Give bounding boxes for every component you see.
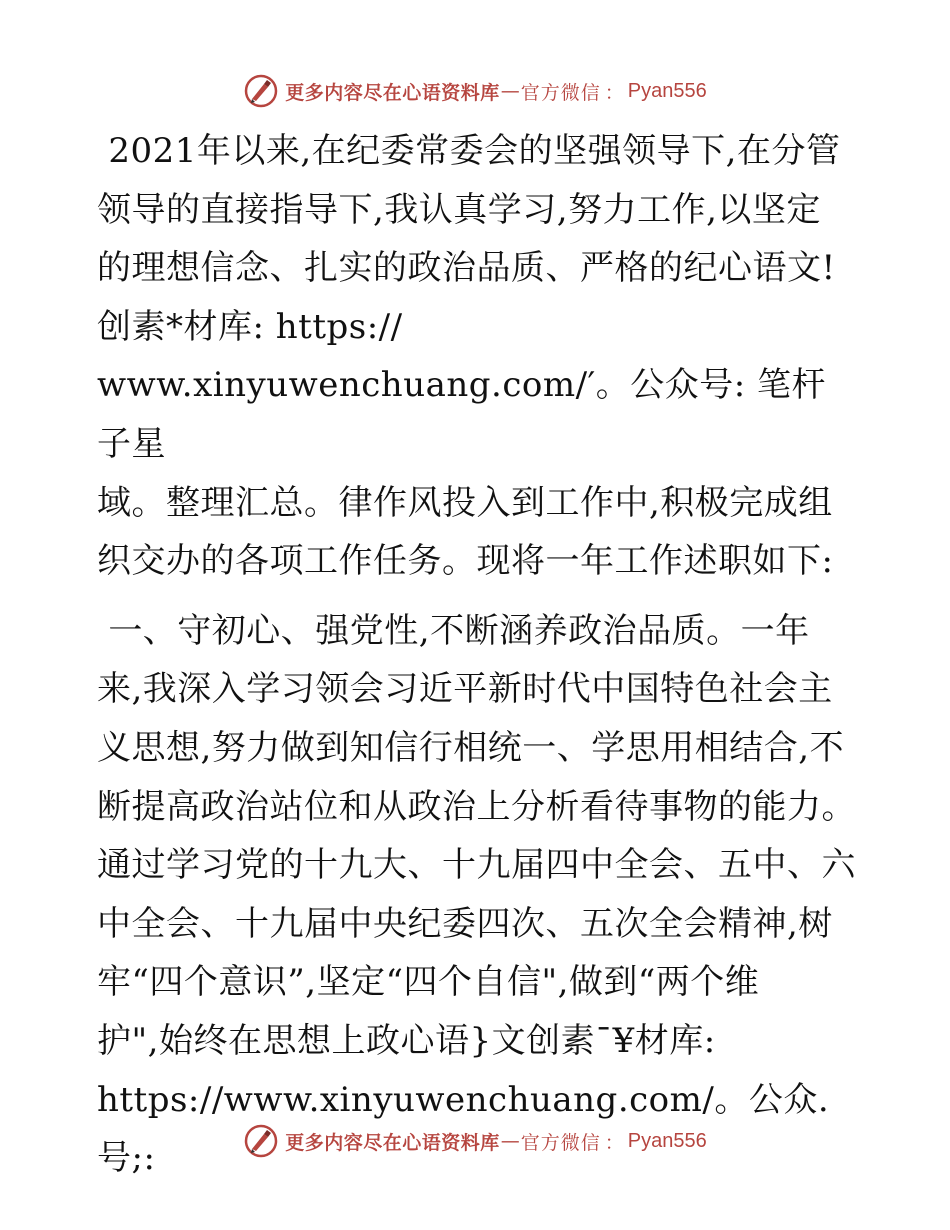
- banner-colon: ：: [604, 81, 624, 104]
- header-banner: [0, 71, 950, 111]
- text-line: 中全会、十九届中央纪委四次、五次全会精神,树: [97, 903, 833, 944]
- document-body: [97, 122, 857, 1188]
- pen-logo-icon: [243, 73, 279, 109]
- text-line: 来,我深入学习领会习近平新时代中国特色社会主: [97, 669, 833, 710]
- footer-banner: [0, 1121, 950, 1161]
- text-line: 织交办的各项工作任务。现将一年工作述职如下:: [97, 541, 834, 582]
- text-line: https://www.xinyuwenchuang.com/。公众.号;:: [97, 1079, 830, 1179]
- banner-separator: —: [500, 1130, 520, 1152]
- text-line: 护",始终在思想上政心语}文创素¯¥材库:: [97, 1020, 716, 1061]
- banner-wechat-label: 官方微信: [520, 81, 601, 104]
- text-line: 域。整理汇总。律作风投入到工作中,积极完成组: [97, 482, 833, 523]
- text-line: 义思想,努力做到知信行相统一、学思用相结合,不: [97, 727, 845, 768]
- text-line: 领导的直接指导下,我认真学习,努力工作,以坚定: [97, 189, 821, 230]
- paragraph-section-one: [97, 602, 857, 1188]
- text-line: 一、守初心、强党性,不断涵养政治品质。一年: [97, 610, 810, 651]
- text-line: www.xinyuwenchuang.com/′。公众号: 笔杆子星: [97, 365, 827, 464]
- banner-separator: —: [500, 80, 520, 102]
- text-line: 通过学习党的十九大、十九届四中全会、五中、六: [97, 845, 856, 886]
- banner-title: 更多内容尽在心语资料库: [285, 81, 500, 104]
- banner-title: 更多内容尽在心语资料库: [285, 1131, 500, 1154]
- banner-colon: ：: [604, 1131, 624, 1154]
- paragraph-intro: [97, 122, 857, 591]
- text-line: 2021年以来,在纪委常委会的坚强领导下,在分管: [97, 131, 841, 171]
- text-line: 断提高政治站位和从政治上分析看待事物的能力。: [97, 786, 856, 827]
- text-line: 创素*材库: https://: [97, 306, 403, 347]
- banner-wechat-id: Pyan556: [627, 79, 707, 102]
- text-line: 牢“四个意识”,坚定“四个自信",做到“两个维: [97, 962, 760, 1003]
- pen-logo-icon: [243, 1123, 279, 1159]
- banner-wechat-id: Pyan556: [627, 1129, 707, 1152]
- text-line: 的理想信念、扎实的政治品质、严格的纪心语文!: [97, 248, 836, 289]
- banner-wechat-label: 官方微信: [520, 1131, 601, 1154]
